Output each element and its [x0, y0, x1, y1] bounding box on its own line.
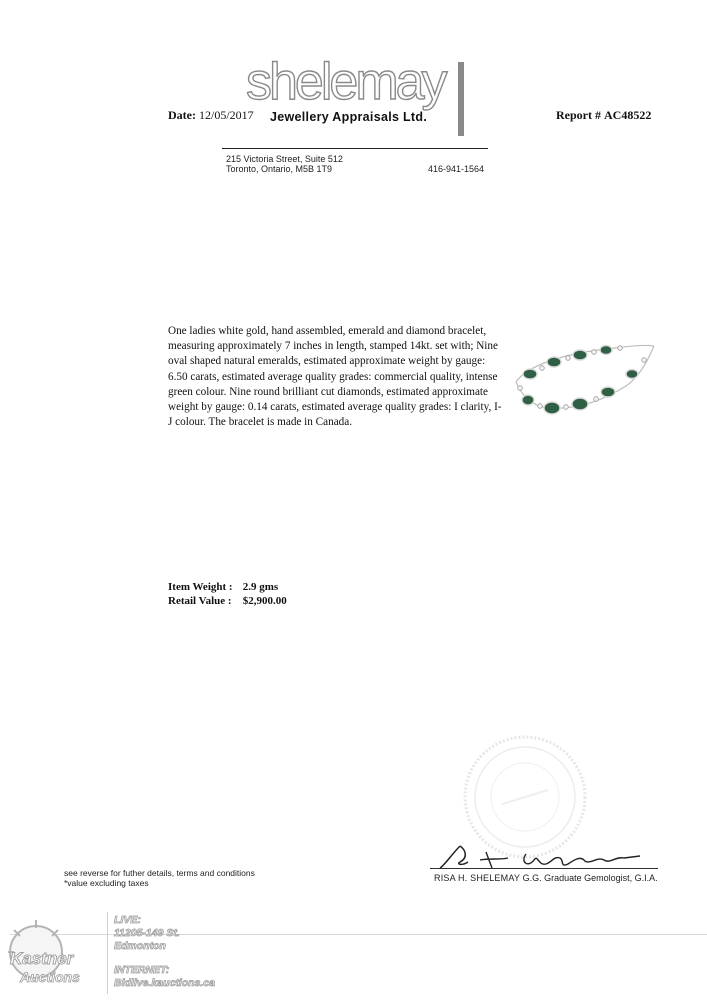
watermark-divider [107, 912, 108, 994]
item-weight-row [168, 580, 278, 594]
item-weight-value: 2.9 gms [242, 581, 279, 593]
logo-accent-bar [458, 62, 464, 136]
retail-value-row [168, 594, 287, 608]
live-address: 11205-149 St. [114, 927, 180, 939]
phone-number: 416-941-1564 [428, 164, 485, 174]
auctions-logo-text: Auctions [20, 969, 80, 985]
signer-title: G.G. Graduate Gemologist, G.I.A. [522, 873, 658, 883]
signature-line [430, 868, 658, 869]
internet-url: Bidlive.kauctions.ca [114, 977, 215, 989]
item-weight-label: Item Weight : [168, 581, 233, 593]
kastner-logo-text: Kastner [10, 949, 74, 968]
company-logo-wordmark: shelemay [246, 53, 445, 111]
item-description: One ladies white gold, hand assembled, emerald and diamond bracelet, measuring approximately 7 inches in length, stamped 14kt. set with; Nine oval shaped natural emeralds, estimated approximate weight by gauge: 6.50 carats, estimated average quality grades: commercial quality, intense green colour. Nine round brilliant cut diamonds, estimated approximate weight by gauge: 0.14 carats, estimated average quality grades: I clarity, I-J colour. The bracelet is made in Canada. [168, 325, 502, 429]
date-value: 12/05/2017 [198, 108, 254, 122]
retail-value-value: $2,900.00 [242, 595, 287, 607]
report-label: Report # [556, 108, 601, 122]
date-label: Date: [168, 108, 196, 122]
kastner-auctions-logo [6, 916, 104, 996]
report-number [556, 108, 651, 123]
live-city: Edmonton [114, 940, 166, 952]
signer [434, 873, 658, 883]
internet-label: INTERNET: [114, 964, 170, 976]
signer-name: RISA H. SHELEMAY [434, 873, 521, 883]
header-divider [222, 148, 488, 149]
company-name: Jewellery Appraisals Ltd. [270, 110, 428, 124]
address-line-1: 215 Victoria Street, Suite 512 [226, 154, 343, 164]
report-value: AC48522 [604, 108, 652, 122]
address-line-2: Toronto, Ontario, M5B 1T9 [226, 164, 333, 174]
report-date [168, 108, 254, 123]
retail-value-label: Retail Value : [168, 595, 232, 607]
live-label: LIVE: [114, 914, 141, 926]
tax-note: *value excluding taxes [64, 878, 149, 888]
terms-note: see reverse for futher details, terms and conditions [64, 868, 255, 878]
bracelet-photo [508, 330, 658, 440]
